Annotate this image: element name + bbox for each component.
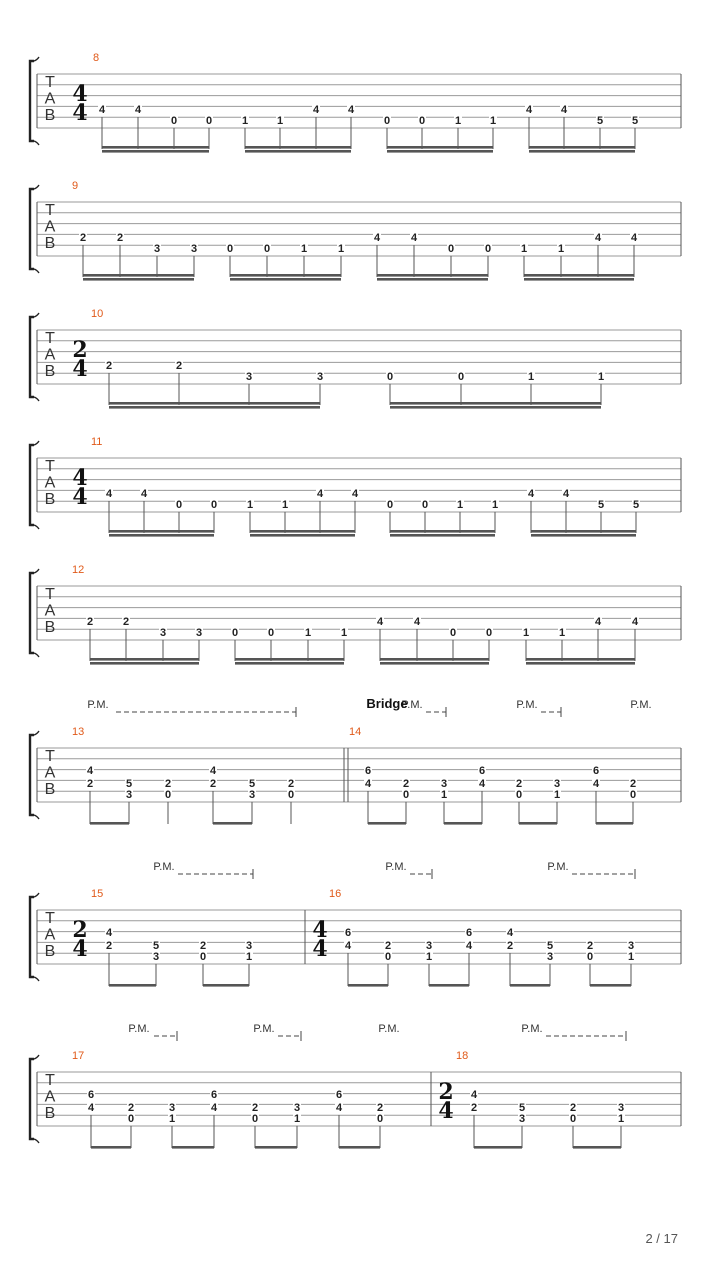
fret-number: 4	[376, 616, 384, 629]
tab-staff	[30, 569, 681, 657]
tab-clef-letter: B	[44, 943, 56, 960]
measure-number: 15	[91, 888, 104, 900]
time-signature-bottom: 4	[72, 936, 88, 962]
palm-mute-label: P.M.	[128, 1023, 150, 1035]
tab-clef-letter: A	[44, 218, 56, 236]
tab-clef-letter: B	[44, 491, 56, 508]
time-signature-top: 2	[72, 337, 88, 363]
tab-clef-letter: T	[45, 74, 55, 91]
time-signature-bottom: 4	[72, 484, 88, 510]
beam-primary	[255, 1146, 297, 1149]
fret-number: 2	[199, 940, 207, 953]
fret-number: 0	[421, 498, 429, 511]
fret-number: 0	[586, 950, 594, 963]
beam-primary	[390, 530, 495, 533]
measure-number: 8	[93, 52, 100, 64]
fret-number: 5	[632, 498, 640, 511]
beam-primary	[390, 402, 601, 405]
fret-number: 4	[592, 778, 600, 791]
beam-primary	[235, 658, 344, 661]
fret-number: 0	[287, 788, 295, 801]
time-signature-bottom: 4	[438, 1098, 454, 1124]
beam-primary	[83, 274, 194, 277]
tab-clef-letter: A	[44, 926, 56, 944]
beam-primary	[573, 1146, 621, 1149]
beam-primary	[213, 822, 252, 825]
beam-secondary	[390, 534, 495, 537]
fret-number: 1	[168, 1112, 176, 1125]
measure-number: 18	[456, 1050, 469, 1062]
fret-number: 3	[553, 778, 561, 791]
fret-number: 2	[384, 940, 392, 953]
fret-number: 5	[546, 940, 554, 953]
fret-number: 2	[376, 1102, 384, 1115]
system-bracket	[30, 189, 34, 269]
beam-secondary	[109, 534, 214, 537]
beam-secondary	[529, 150, 635, 153]
beam-primary	[90, 822, 129, 825]
fret-number: 4	[364, 778, 372, 791]
fret-number: 0	[384, 950, 392, 963]
fret-number: 0	[226, 242, 234, 255]
fret-number: 2	[122, 616, 130, 629]
fret-number: 0	[515, 788, 523, 801]
fret-number: 0	[629, 788, 637, 801]
measure-number: 16	[329, 888, 342, 900]
beam-secondary	[90, 662, 199, 665]
fret-number: 2	[209, 778, 217, 791]
beam-secondary	[109, 406, 320, 409]
measure-number: 12	[72, 564, 85, 576]
fret-number: 5	[248, 778, 256, 791]
fret-number: 0	[263, 242, 271, 255]
fret-number: 6	[465, 927, 473, 940]
palm-mute-label: P.M.	[401, 699, 423, 711]
fret-number: 4	[594, 616, 602, 629]
beam-secondary	[235, 662, 344, 665]
tab-clef-letter: A	[44, 346, 56, 364]
palm-mute-label: P.M.	[87, 699, 109, 711]
tab-clef-letter: B	[44, 619, 56, 636]
tab-staff	[30, 57, 681, 145]
tab-clef-letter: T	[45, 910, 55, 927]
beam-primary	[474, 1146, 522, 1149]
system-bracket	[30, 897, 34, 977]
fret-number: 0	[418, 114, 426, 127]
fret-number: 3	[159, 626, 167, 639]
fret-number: 1	[454, 114, 462, 127]
fret-number: 4	[373, 232, 381, 245]
tab-clef-letter: T	[45, 202, 55, 219]
fret-number: 2	[164, 778, 172, 791]
fret-number: 3	[617, 1102, 625, 1115]
fret-number: 3	[168, 1102, 176, 1115]
fret-number: 0	[569, 1112, 577, 1125]
time-signature-top: 2	[72, 917, 88, 943]
tab-clef-letter: A	[44, 1088, 56, 1106]
fret-number: 0	[383, 114, 391, 127]
fret-number: 1	[293, 1112, 301, 1125]
fret-number: 6	[478, 765, 486, 778]
tab-staff	[30, 185, 681, 273]
fret-number: 2	[515, 778, 523, 791]
tab-clef-letter: A	[44, 602, 56, 620]
beam-primary	[90, 658, 199, 661]
beam-secondary	[102, 150, 209, 153]
beam-primary	[444, 822, 482, 825]
tab-clef-letter: B	[44, 235, 56, 252]
beam-secondary	[250, 534, 355, 537]
palm-mute-label: P.M.	[547, 861, 569, 873]
palm-mute-label: P.M.	[378, 1023, 400, 1035]
fret-number: 1	[340, 626, 348, 639]
tab-clef-letter: A	[44, 764, 56, 782]
tab-clef-letter: T	[45, 458, 55, 475]
tab-clef-letter: B	[44, 107, 56, 124]
time-signature-bottom: 4	[72, 356, 88, 382]
measure-number: 13	[72, 726, 85, 738]
beam-secondary	[380, 662, 489, 665]
time-signature-bottom: 4	[72, 100, 88, 126]
section-label-bridge: Bridge	[366, 696, 408, 711]
measure-number: 17	[72, 1050, 85, 1062]
fret-number: 4	[410, 232, 418, 245]
fret-number: 4	[630, 232, 638, 245]
fret-number: 1	[617, 1112, 625, 1125]
time-signature-top: 4	[72, 81, 88, 107]
tab-clef-letter: T	[45, 1072, 55, 1089]
time-signature-bottom: 4	[312, 936, 328, 962]
fret-number: 1	[246, 498, 254, 511]
tab-clef-letter: A	[44, 90, 56, 108]
tab-staff	[30, 313, 681, 401]
beam-primary	[526, 658, 635, 661]
fret-number: 3	[152, 950, 160, 963]
fret-number: 4	[478, 778, 486, 791]
measure-number: 14	[349, 726, 362, 738]
fret-number: 0	[170, 114, 178, 127]
beam-primary	[596, 822, 633, 825]
fret-number: 1	[527, 370, 535, 383]
fret-number: 2	[470, 1102, 478, 1115]
fret-number: 3	[195, 626, 203, 639]
tab-clef-letter: T	[45, 586, 55, 603]
fret-number: 0	[127, 1112, 135, 1125]
fret-number: 1	[520, 242, 528, 255]
fret-number: 2	[116, 232, 124, 245]
beam-primary	[339, 1146, 380, 1149]
fret-number: 6	[364, 765, 372, 778]
fret-number: 3	[248, 788, 256, 801]
fret-number: 2	[86, 778, 94, 791]
fret-number: 4	[465, 940, 473, 953]
fret-number: 2	[251, 1102, 259, 1115]
fret-number: 3	[425, 940, 433, 953]
beam-primary	[230, 274, 341, 277]
fret-number: 0	[376, 1112, 384, 1125]
fret-number: 4	[594, 232, 602, 245]
beam-primary	[109, 984, 156, 987]
fret-number: 0	[447, 242, 455, 255]
fret-number: 1	[491, 498, 499, 511]
tab-staff	[30, 893, 681, 981]
measure-number: 10	[91, 308, 104, 320]
fret-number: 2	[629, 778, 637, 791]
fret-number: 0	[231, 626, 239, 639]
fret-number: 1	[245, 950, 253, 963]
fret-number: 6	[335, 1089, 343, 1102]
beam-primary	[380, 658, 489, 661]
fret-number: 4	[470, 1089, 478, 1102]
fret-number: 2	[127, 1102, 135, 1115]
fret-number: 4	[525, 104, 533, 117]
fret-number: 2	[175, 360, 183, 373]
fret-number: 4	[560, 104, 568, 117]
beam-primary	[109, 530, 214, 533]
fret-number: 6	[344, 927, 352, 940]
fret-number: 2	[402, 778, 410, 791]
palm-mute-label: P.M.	[385, 861, 407, 873]
fret-number: 1	[597, 370, 605, 383]
fret-number: 4	[347, 104, 355, 117]
beam-primary	[377, 274, 488, 277]
fret-number: 2	[569, 1102, 577, 1115]
fret-number: 3	[245, 940, 253, 953]
measure-number: 9	[72, 180, 79, 192]
beam-primary	[109, 402, 320, 405]
fret-number: 4	[335, 1102, 343, 1115]
fret-number: 3	[546, 950, 554, 963]
fret-number: 4	[506, 927, 514, 940]
tab-clef-letter: T	[45, 748, 55, 765]
fret-number: 1	[553, 788, 561, 801]
fret-number: 4	[140, 488, 148, 501]
fret-number: 0	[210, 498, 218, 511]
time-signature-top: 4	[72, 465, 88, 491]
palm-mute-label: P.M.	[253, 1023, 275, 1035]
fret-number: 1	[281, 498, 289, 511]
fret-number: 4	[562, 488, 570, 501]
fret-number: 0	[449, 626, 457, 639]
beam-secondary	[526, 662, 635, 665]
time-signature-top: 2	[438, 1079, 454, 1105]
fret-number: 4	[210, 1102, 218, 1115]
beam-primary	[102, 146, 209, 149]
fret-number: 4	[87, 1102, 95, 1115]
fret-number: 2	[105, 360, 113, 373]
fret-number: 1	[241, 114, 249, 127]
palm-mute-label: P.M.	[153, 861, 175, 873]
fret-number: 4	[351, 488, 359, 501]
fret-number: 5	[125, 778, 133, 791]
beam-primary	[245, 146, 351, 149]
tab-clef-letter: B	[44, 1105, 56, 1122]
fret-number: 1	[337, 242, 345, 255]
fret-number: 3	[190, 242, 198, 255]
fret-number: 2	[586, 940, 594, 953]
beam-primary	[524, 274, 634, 277]
beam-secondary	[387, 150, 493, 153]
fret-number: 5	[631, 114, 639, 127]
beam-secondary	[390, 406, 601, 409]
fret-number: 0	[457, 370, 465, 383]
fret-number: 1	[558, 626, 566, 639]
beam-primary	[348, 984, 388, 987]
fret-number: 4	[316, 488, 324, 501]
fret-number: 4	[344, 940, 352, 953]
fret-number: 3	[518, 1112, 526, 1125]
fret-number: 0	[251, 1112, 259, 1125]
fret-number: 0	[484, 242, 492, 255]
fret-number: 4	[631, 616, 639, 629]
fret-number: 3	[440, 778, 448, 791]
fret-number: 0	[485, 626, 493, 639]
fret-number: 1	[489, 114, 497, 127]
tab-clef-letter: B	[44, 781, 56, 798]
fret-number: 1	[456, 498, 464, 511]
fret-number: 0	[205, 114, 213, 127]
beam-secondary	[83, 278, 194, 281]
palm-mute-label: P.M.	[521, 1023, 543, 1035]
system-bracket	[30, 735, 34, 815]
fret-number: 1	[304, 626, 312, 639]
beam-primary	[529, 146, 635, 149]
fret-number: 4	[413, 616, 421, 629]
system-bracket	[30, 1059, 34, 1139]
system-bracket	[30, 573, 34, 653]
fret-number: 0	[164, 788, 172, 801]
fret-number: 5	[597, 498, 605, 511]
page-number: 2 / 17	[645, 1231, 678, 1246]
fret-number: 4	[105, 488, 113, 501]
fret-number: 3	[245, 370, 253, 383]
fret-number: 3	[627, 940, 635, 953]
beam-primary	[590, 984, 631, 987]
fret-number: 2	[287, 778, 295, 791]
fret-number: 3	[316, 370, 324, 383]
tab-clef-letter: B	[44, 363, 56, 380]
fret-number: 5	[518, 1102, 526, 1115]
fret-number: 3	[153, 242, 161, 255]
beam-primary	[203, 984, 249, 987]
system-bracket	[30, 317, 34, 397]
system-bracket	[30, 445, 34, 525]
beam-primary	[368, 822, 406, 825]
fret-number: 3	[293, 1102, 301, 1115]
fret-number: 6	[87, 1089, 95, 1102]
tab-clef-letter: A	[44, 474, 56, 492]
fret-number: 4	[134, 104, 142, 117]
fret-number: 0	[267, 626, 275, 639]
fret-number: 0	[402, 788, 410, 801]
beam-secondary	[245, 150, 351, 153]
time-signature-top: 4	[312, 917, 328, 943]
fret-number: 4	[105, 927, 113, 940]
fret-number: 1	[300, 242, 308, 255]
fret-number: 4	[312, 104, 320, 117]
fret-number: 2	[86, 616, 94, 629]
fret-number: 0	[175, 498, 183, 511]
fret-number: 0	[386, 498, 394, 511]
beam-primary	[250, 530, 355, 533]
beam-primary	[172, 1146, 214, 1149]
fret-number: 0	[386, 370, 394, 383]
fret-number: 2	[79, 232, 87, 245]
beam-primary	[510, 984, 550, 987]
tab-clef-letter: T	[45, 330, 55, 347]
fret-number: 2	[105, 940, 113, 953]
fret-number: 3	[125, 788, 133, 801]
fret-number: 1	[425, 950, 433, 963]
fret-number: 4	[209, 765, 217, 778]
fret-number: 2	[506, 940, 514, 953]
fret-number: 1	[440, 788, 448, 801]
fret-number: 4	[527, 488, 535, 501]
beam-primary	[91, 1146, 131, 1149]
fret-number: 1	[627, 950, 635, 963]
fret-number: 6	[592, 765, 600, 778]
fret-number: 1	[276, 114, 284, 127]
tab-staff	[30, 1055, 681, 1143]
fret-number: 1	[557, 242, 565, 255]
beam-secondary	[531, 534, 636, 537]
beam-secondary	[230, 278, 341, 281]
fret-number: 1	[522, 626, 530, 639]
beam-primary	[387, 146, 493, 149]
beam-primary	[531, 530, 636, 533]
fret-number: 5	[596, 114, 604, 127]
beam-primary	[429, 984, 469, 987]
beam-secondary	[377, 278, 488, 281]
tab-staff	[30, 731, 681, 819]
palm-mute-label: P.M.	[630, 699, 652, 711]
measure-number: 11	[91, 436, 103, 448]
fret-number: 4	[98, 104, 106, 117]
beam-secondary	[524, 278, 634, 281]
palm-mute-label: P.M.	[516, 699, 538, 711]
beam-primary	[519, 822, 557, 825]
fret-number: 5	[152, 940, 160, 953]
fret-number: 4	[86, 765, 94, 778]
fret-number: 6	[210, 1089, 218, 1102]
system-bracket	[30, 61, 34, 141]
fret-number: 0	[199, 950, 207, 963]
